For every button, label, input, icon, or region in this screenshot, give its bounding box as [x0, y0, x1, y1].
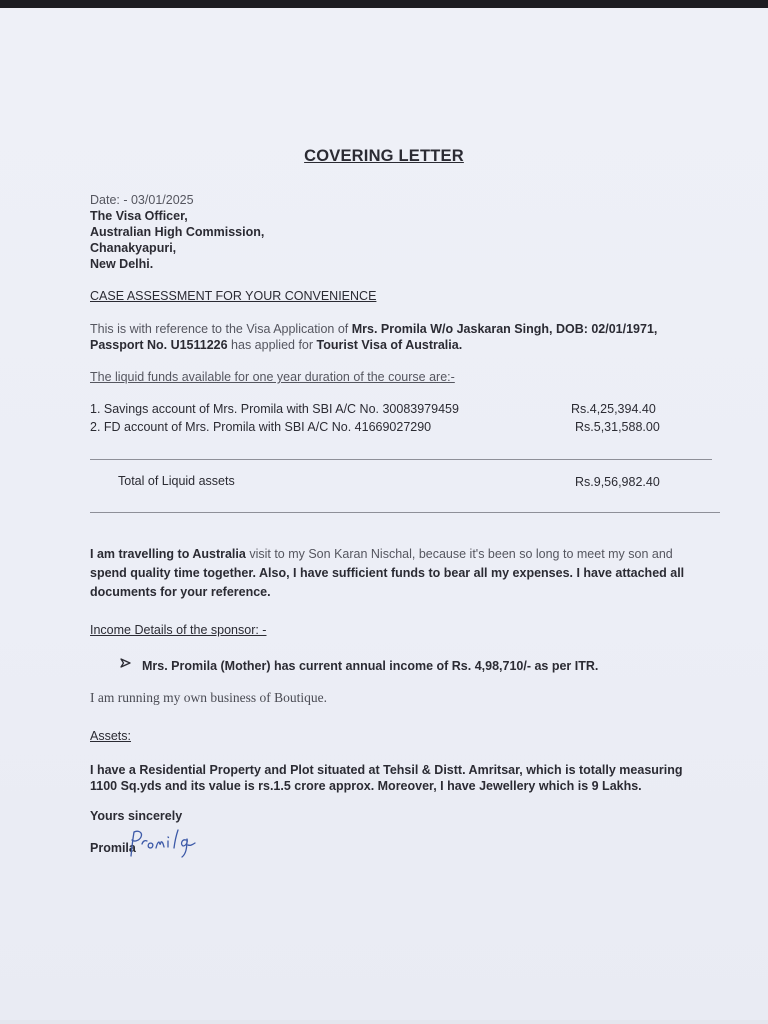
account-amount: Rs.5,31,588.00	[575, 420, 660, 434]
travel-text: visit to my Son Karan Nischal, because it's been so long to meet my son and	[245, 547, 673, 561]
address-line: The Visa Officer,	[90, 209, 188, 223]
account-amount: Rs.4,25,394.40	[571, 402, 656, 416]
account-label: 1. Savings account of Mrs. Promila with SBI A/C No. 30083979459	[90, 402, 459, 416]
arrow-bullet-icon	[120, 657, 132, 672]
reference-text: This is with reference to the Visa Application of	[90, 322, 352, 336]
reference-line-1	[90, 321, 657, 337]
applicant-details: Mrs. Promila W/o Jaskaran Singh, DOB: 02/01/1971,	[351, 322, 658, 336]
reference-text: has applied for	[227, 338, 317, 352]
reference-line-2	[90, 337, 462, 353]
travel-line-3: documents for your reference.	[90, 585, 271, 599]
divider	[90, 512, 720, 513]
funds-heading: The liquid funds available for one year duration of the course are:-	[90, 370, 455, 384]
assets-line-1: I have a Residential Property and Plot situated at Tehsil & Distt. Amritsar, which is totally measuring	[90, 763, 683, 777]
assets-line-2: 1100 Sq.yds and its value is rs.1.5 crore approx. Moreover, I have Jewellery which is 9 Lakhs.	[90, 779, 642, 793]
letter-date: Date: - 03/01/2025	[90, 193, 194, 207]
total-label: Total of Liquid assets	[118, 474, 235, 488]
total-amount: Rs.9,56,982.40	[575, 475, 660, 489]
income-heading: Income Details of the sponsor: -	[90, 623, 267, 637]
handwritten-signature	[123, 826, 203, 867]
page-title: COVERING LETTER	[304, 147, 464, 165]
passport-number: Passport No. U1511226	[90, 338, 228, 352]
address-line: Australian High Commission,	[90, 225, 265, 239]
travel-line-2: spend quality time together. Also, I have sufficient funds to bear all my expenses. I have attached all	[90, 566, 685, 580]
travel-purpose: I am travelling to Australia	[90, 547, 246, 561]
visa-type: Tourist Visa of Australia.	[316, 338, 463, 352]
signer-name: Promila	[90, 841, 136, 855]
account-label: 2. FD account of Mrs. Promila with SBI A/C No. 41669027290	[90, 420, 432, 434]
business-line: I am running my own business of Boutique.	[90, 690, 327, 705]
assets-heading: Assets:	[90, 729, 131, 743]
closing-line: Yours sincerely	[90, 809, 183, 823]
divider	[90, 459, 712, 460]
income-item: Mrs. Promila (Mother) has current annual income of Rs. 4,98,710/- as per ITR.	[142, 659, 599, 673]
subject-line: CASE ASSESSMENT FOR YOUR CONVENIENCE	[90, 289, 377, 303]
travel-line-1	[90, 546, 673, 562]
address-line: New Delhi.	[90, 257, 154, 271]
address-line: Chanakyapuri,	[90, 241, 177, 255]
